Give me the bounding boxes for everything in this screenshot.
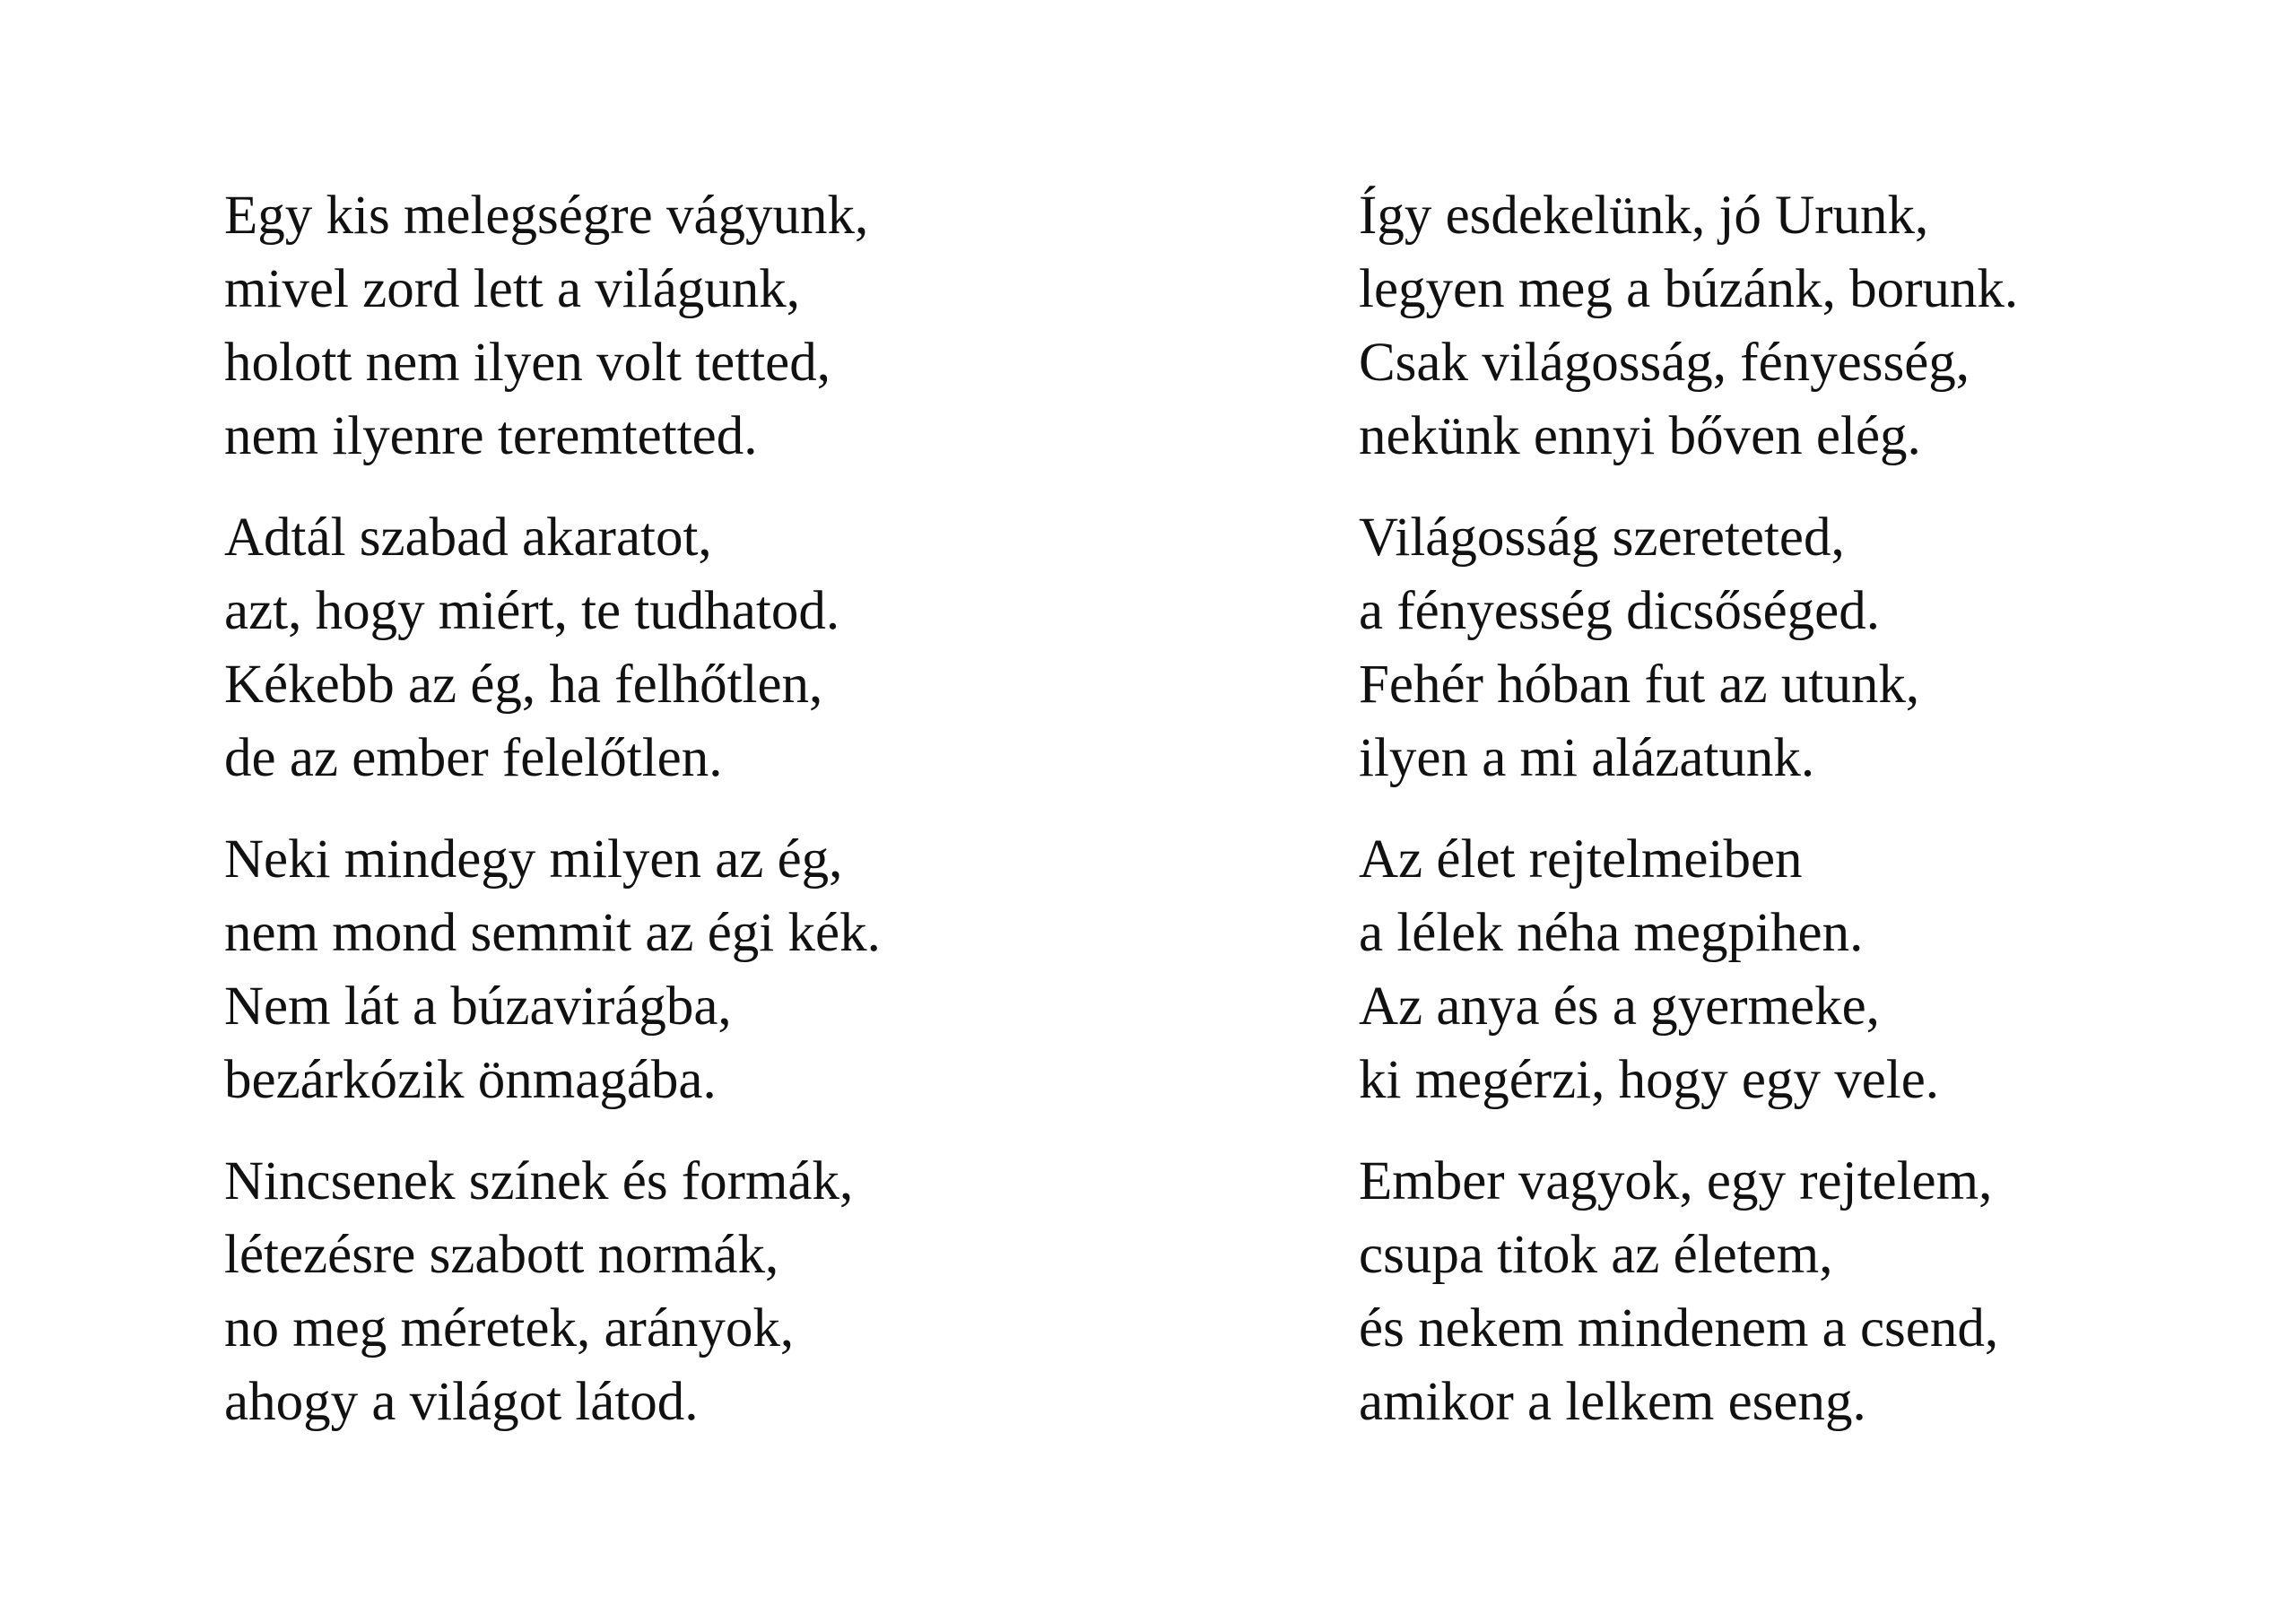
poem-line: Ember vagyok, egy rejtelem,	[1359, 1151, 1993, 1211]
poem-line: holott nem ilyen volt tetted,	[224, 333, 831, 393]
poem-line: Az anya és a gyermeke,	[1359, 976, 1880, 1037]
stanza	[1359, 179, 2256, 473]
stanza	[1359, 1145, 2256, 1439]
stanza	[1359, 501, 2256, 795]
poem-line: Csak világosság, fényesség,	[1359, 333, 1970, 393]
poem-line: létezésre szabott normák,	[224, 1225, 779, 1285]
poem-line: ki megérzi, hogy egy vele.	[1359, 1050, 1940, 1110]
poem-line: Nem lát a búzavirágba,	[224, 976, 732, 1037]
poem-line: azt, hogy miért, te tudhatod.	[224, 581, 840, 641]
poem-line: de az ember felelőtlen.	[224, 728, 723, 788]
poem-line: no meg méretek, arányok,	[224, 1298, 795, 1358]
poem-line: ilyen a mi alázatunk.	[1359, 728, 1815, 788]
poem-line: mivel zord lett a világunk,	[224, 259, 801, 319]
poem-line: Egy kis melegségre vágyunk,	[224, 186, 869, 246]
poem-line: nekünk ennyi bőven elég.	[1359, 406, 1921, 466]
poem-line: amikor a lelkem eseng.	[1359, 1372, 1866, 1432]
poem-right-column	[1359, 179, 2256, 1467]
stanza	[224, 823, 1121, 1117]
poem-line: a lélek néha megpihen.	[1359, 903, 1864, 963]
poem-line: Így esdekelünk, jó Urunk,	[1359, 186, 1929, 246]
poem-line: Világosság szereteted,	[1359, 508, 1845, 568]
poem-line: Kékebb az ég, ha felhőtlen,	[224, 655, 823, 715]
poem-line: bezárkózik önmagába.	[224, 1050, 717, 1110]
poem-line: Adtál szabad akaratot,	[224, 508, 712, 568]
stanza	[224, 1145, 1121, 1439]
poem-line: Nincsenek színek és formák,	[224, 1151, 854, 1211]
poem-left-column	[224, 179, 1121, 1467]
poem-line: Neki mindegy milyen az ég,	[224, 829, 843, 890]
stanza	[224, 179, 1121, 473]
stanza	[1359, 823, 2256, 1117]
poem-line: és nekem mindenem a csend,	[1359, 1298, 1999, 1358]
poem-line: nem mond semmit az égi kék.	[224, 903, 881, 963]
poem-line: nem ilyenre teremtetted.	[224, 406, 758, 466]
poem-line: Fehér hóban fut az utunk,	[1359, 655, 1920, 715]
poem-line: legyen meg a búzánk, borunk.	[1359, 259, 2019, 319]
poem-line: Az élet rejtelmeiben	[1359, 829, 1803, 890]
stanza	[224, 501, 1121, 795]
poem-line: ahogy a világot látod.	[224, 1372, 699, 1432]
poem-line: csupa titok az életem,	[1359, 1225, 1833, 1285]
poem-line: a fényesség dicsőséged.	[1359, 581, 1880, 641]
